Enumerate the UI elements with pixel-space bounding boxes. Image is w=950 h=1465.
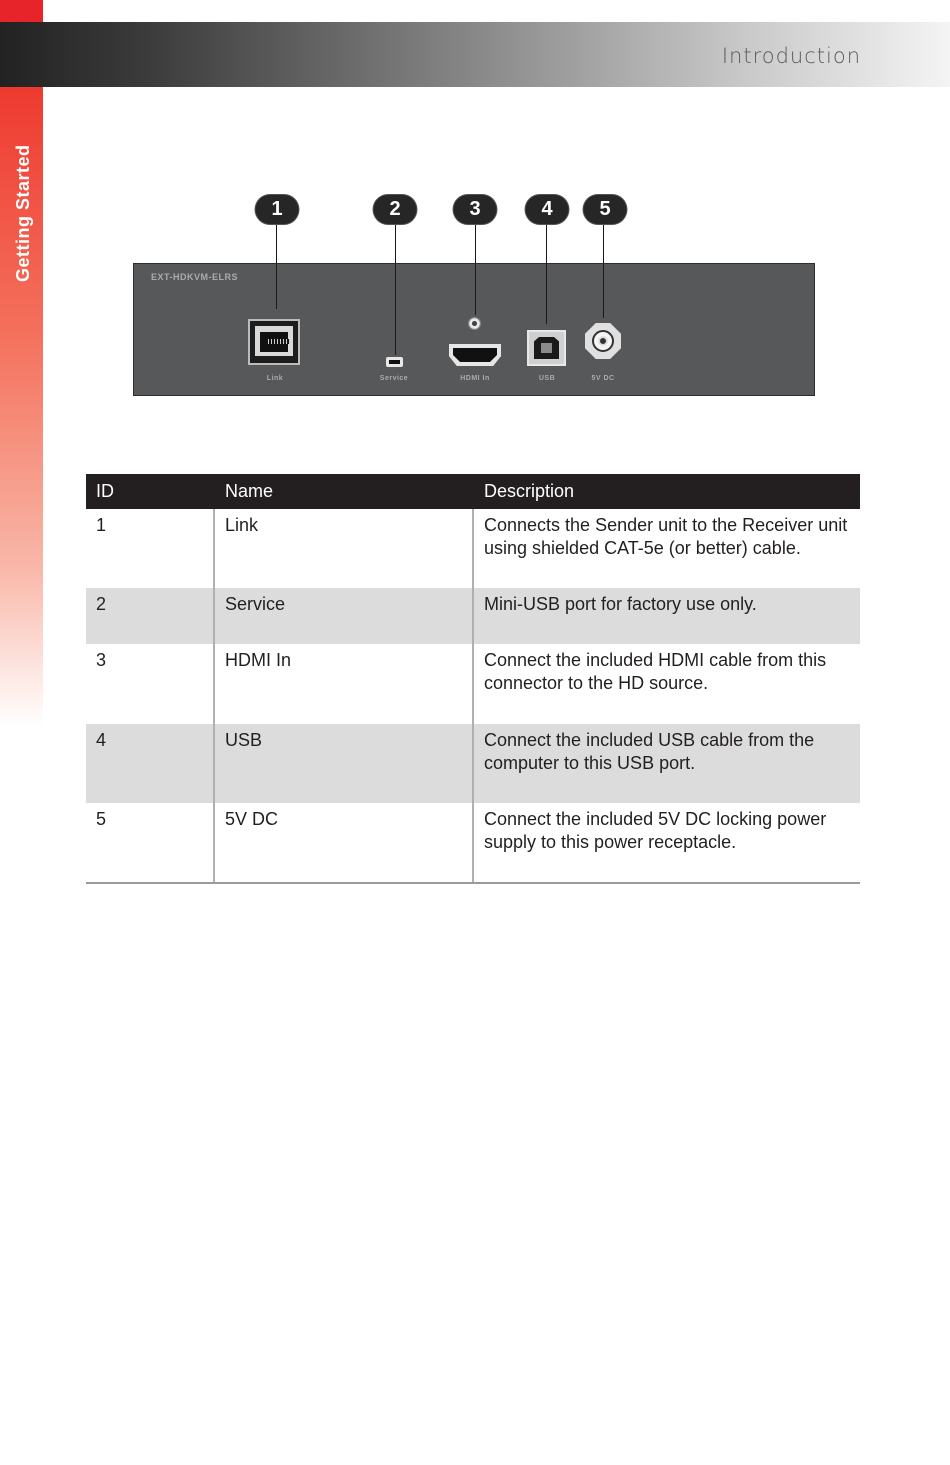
callout-4: 4 bbox=[526, 195, 569, 224]
callout-5: 5 bbox=[584, 195, 627, 224]
table-row bbox=[86, 724, 860, 803]
port-label-link: Link bbox=[266, 375, 284, 382]
section-title: Introduction bbox=[721, 44, 861, 68]
hdmi-port-icon bbox=[449, 344, 501, 366]
device-model-label: EXT-HDKVM-ELRS bbox=[151, 272, 239, 282]
table-row bbox=[86, 588, 860, 644]
status-led-icon bbox=[468, 317, 481, 330]
side-tab-accent bbox=[0, 0, 43, 22]
table-row bbox=[86, 644, 860, 724]
cell-name: HDMI In bbox=[214, 644, 473, 724]
table-row bbox=[86, 509, 860, 588]
cell-id: 5 bbox=[86, 803, 214, 883]
cell-id: 2 bbox=[86, 588, 214, 644]
cell-description: Connect the included HDMI cable from this connector to the HD source. bbox=[473, 644, 860, 724]
callout-3: 3 bbox=[454, 195, 497, 224]
cell-description: Connects the Sender unit to the Receiver unit using shielded CAT-5e (or better) cable. bbox=[473, 509, 860, 588]
header-id: ID bbox=[86, 474, 214, 509]
port-label-usb: USB bbox=[538, 375, 556, 382]
mini-usb-port-icon bbox=[386, 357, 403, 367]
cell-description: Connect the included 5V DC locking power supply to this power receptacle. bbox=[473, 803, 860, 883]
usb-b-port-icon bbox=[527, 330, 566, 366]
callout-leader-1 bbox=[276, 224, 277, 309]
cell-description: Mini-USB port for factory use only. bbox=[473, 588, 860, 644]
dc-power-jack-icon bbox=[585, 323, 621, 359]
cell-id: 1 bbox=[96, 515, 107, 535]
callout-leader-5 bbox=[603, 224, 604, 318]
port-label-service: Service bbox=[379, 375, 409, 382]
side-tab-label: Getting Started bbox=[13, 144, 33, 282]
rj45-port-icon bbox=[248, 319, 300, 365]
callout-1: 1 bbox=[256, 195, 299, 224]
cell-id: 3 bbox=[96, 650, 107, 670]
port-label-hdmi-in: HDMI In bbox=[460, 375, 490, 382]
header-description: Description bbox=[473, 474, 860, 509]
cell-name: Service bbox=[214, 588, 473, 644]
cell-id: 4 bbox=[86, 724, 214, 803]
callout-leader-3 bbox=[475, 224, 476, 315]
callout-2: 2 bbox=[374, 195, 417, 224]
port-description-table bbox=[86, 474, 860, 884]
cell-name: USB bbox=[214, 724, 473, 803]
callout-leader-2 bbox=[395, 224, 396, 355]
callout-leader-4 bbox=[546, 224, 547, 324]
cell-name: 5V DC bbox=[214, 803, 473, 883]
header-name: Name bbox=[214, 474, 473, 509]
table-header-row bbox=[86, 474, 860, 509]
cell-description: Connect the included USB cable from the computer to this USB port. bbox=[473, 724, 860, 803]
cell-name: Link bbox=[214, 509, 473, 588]
table-row bbox=[86, 803, 860, 883]
port-label-5v-dc: 5V DC bbox=[591, 375, 615, 382]
